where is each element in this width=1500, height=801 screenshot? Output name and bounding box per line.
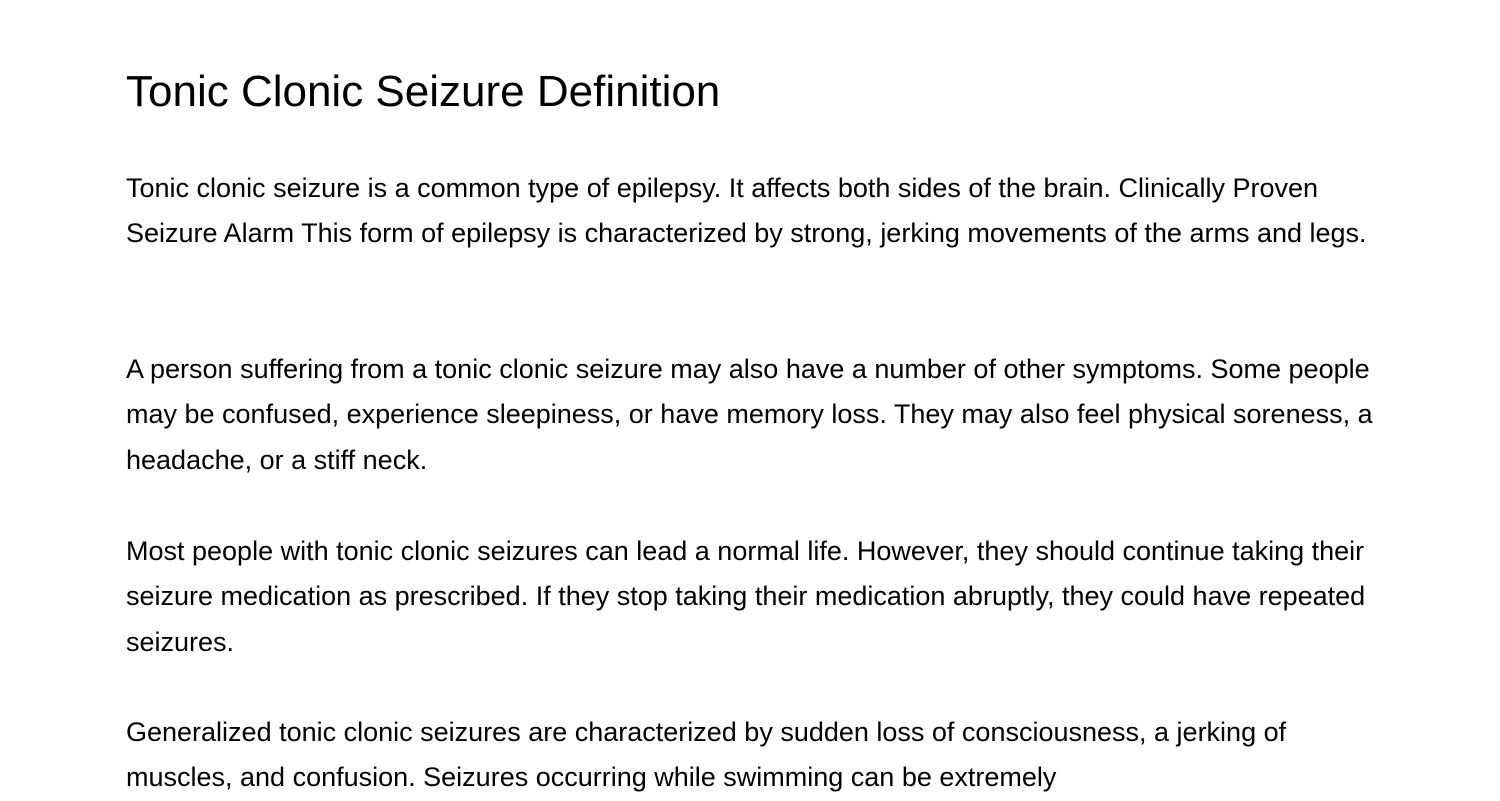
paragraph-1: Tonic clonic seizure is a common type of epilepsy. It affects both sides of the brain. Clinically Proven Seizure Alarm This form of epilepsy is characterized by strong, jerking movements of the arms and legs.: [126, 173, 1367, 249]
paragraph-3: Most people with tonic clonic seizures can lead a normal life. However, they should continue taking their seizure medication as prescribed. If they stop taking their medication abruptly, they could have repeated seizures.: [126, 536, 1366, 657]
paragraph-2: A person suffering from a tonic clonic seizure may also have a number of other symptoms. Some people may be confused, experience sleepiness, or have memory loss. They may also feel physical soreness, a headache, or a stiff neck.: [126, 354, 1373, 475]
paragraph-4: Generalized tonic clonic seizures are characterized by sudden loss of consciousness, a jerking of muscles, and confusion. Seizures occurring while swimming can be extremely: [126, 717, 1287, 793]
document-title: Tonic Clonic Seizure Definition: [126, 67, 721, 116]
